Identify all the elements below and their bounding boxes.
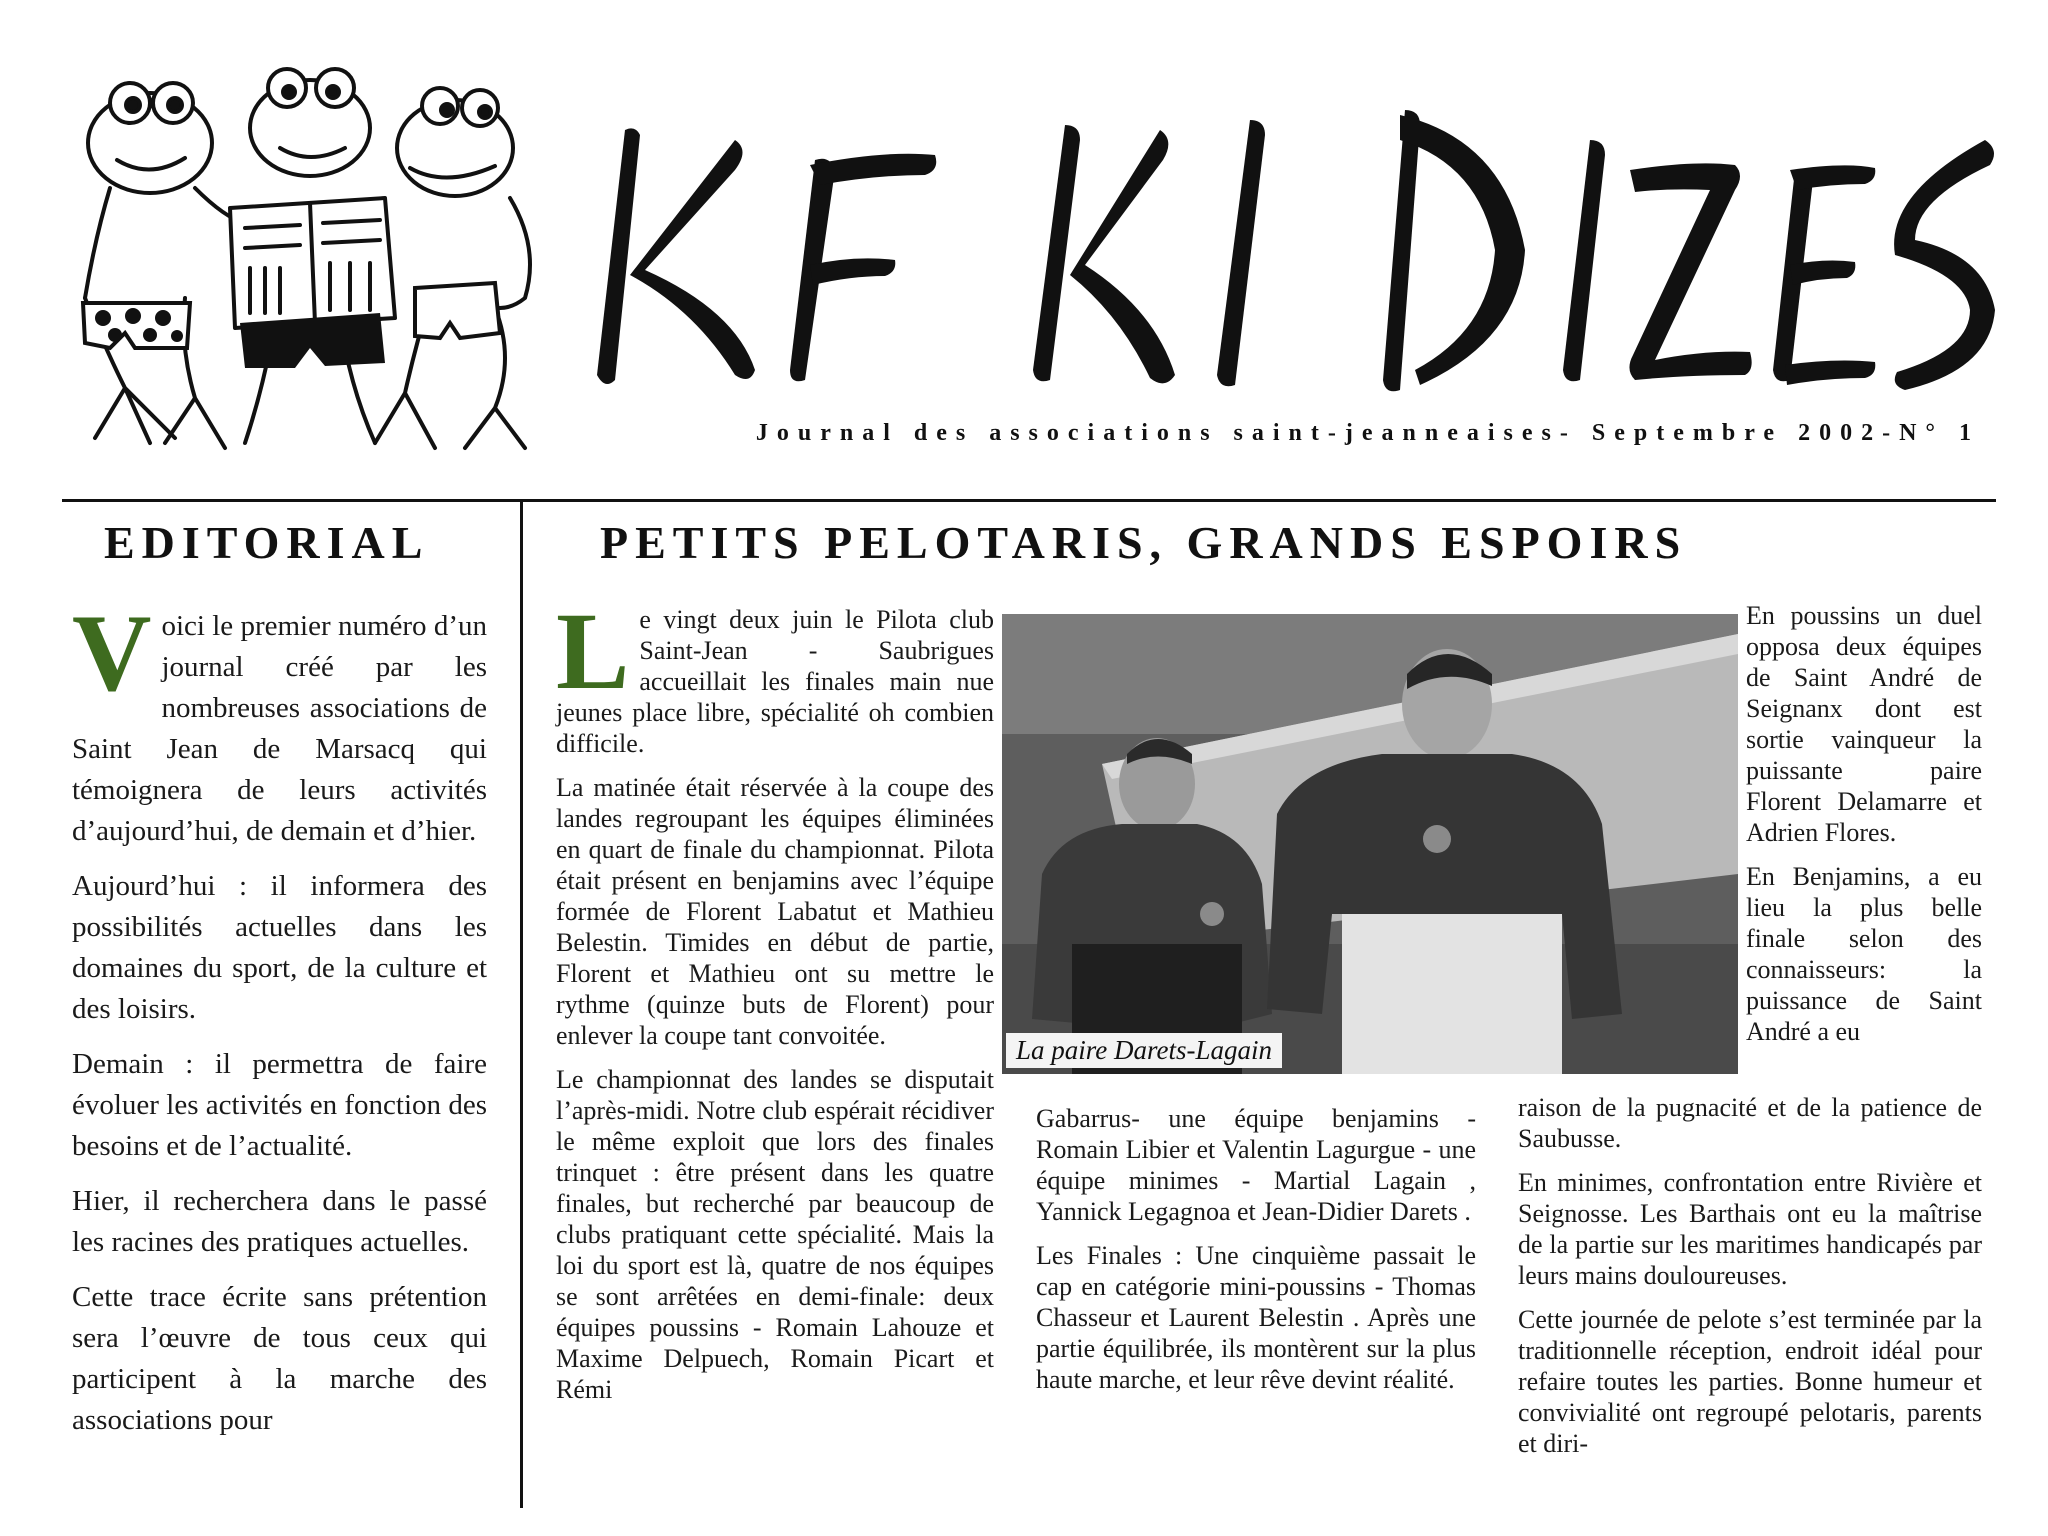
article-column-3-bottom — [1518, 1092, 1982, 1472]
article-paragraph: raison de la pugnacité et de la patience de Saubusse. — [1518, 1093, 1982, 1153]
header-divider — [62, 499, 1996, 502]
article-column-1 — [556, 590, 994, 1418]
article-paragraph: Cette journée de pelote s’est terminée par la traditionnelle réception, endroit idéal pour refaire toutes les parties. Bonne humeur et convivialité ont regroupé pelotaris, parents et diri- — [1518, 1305, 1982, 1458]
frogs-reading-newspaper-logo — [55, 48, 555, 468]
article-paragraph: Le championnat des landes se disputait l’après-midi. Notre club espérait récidiver le même exploit que lors des finales trinquet : être présent dans les quatre finales, but recherché par beaucoup de clubs pratiquant cette spécialité. Mais la loi du sport est là, quatre de nos équipes se sont arrêtées en demi-finale: deux équipes poussins - Romain Lahouze et Maxime Delpuech, Romain Picart et Rémi — [556, 1065, 994, 1404]
masthead-title-lettering — [585, 80, 2005, 400]
pelotaris-photo — [1002, 614, 1738, 1074]
masthead-subtitle: Journal des associations saint-jeanneaises- Septembre 2002-N° 1 — [755, 420, 1980, 446]
article-column-2 — [1036, 1103, 1476, 1408]
article-dropcap: L — [556, 590, 630, 712]
article-paragraph: En poussins un duel opposa deux équipes de Saint André de Seignanx dont est sortie vainqueur la puissante paire Florent Delamarre et Adrien Flores. — [1746, 601, 1982, 847]
editorial-dropcap: V — [72, 592, 152, 714]
editorial-heading: EDITORIAL — [104, 517, 430, 568]
column-divider — [520, 501, 523, 1513]
editorial-paragraph: Hier, il recherchera dans le passé les racines des pratiques actuelles. — [72, 1185, 487, 1258]
editorial-paragraph: Demain : il permettra de faire évoluer les activités en fonction des besoins et de l’actualité. — [72, 1048, 487, 1162]
editorial-column — [72, 592, 487, 1455]
article-paragraph: En Benjamins, a eu lieu la plus belle finale selon des connaisseurs: la puissance de Saint André a eu — [1746, 862, 1982, 1046]
article-column-3-top — [1746, 600, 1982, 1060]
article-paragraph: En minimes, confrontation entre Rivière et Seignosse. Les Barthais ont eu la maîtrise de la partie sur les maritimes handicapés par leurs mains douloureuses. — [1518, 1168, 1982, 1290]
article-paragraph: La matinée était réservée à la coupe des landes regroupant les équipes éliminées en quart de finale du championnat. Pilota était présent en benjamins avec l’équipe formée de Florent Labatut et Mathieu Belestin. Timides en début de partie, Florent et Mathieu ont su mettre le rythme (quinze buts de Florent) pour enlever la coupe tant convoitée. — [556, 773, 994, 1050]
editorial-paragraph: Aujourd’hui : il informera des possibilités actuelles dans les domaines du sport, de la culture et des loisirs. — [72, 870, 487, 1025]
page-bottom-margin — [0, 1508, 2048, 1536]
editorial-paragraph: Cette trace écrite sans prétention sera l’œuvre de tous ceux qui participent à la marche des associations pour — [72, 1281, 487, 1436]
article-paragraph: Les Finales : Une cinquième passait le cap en catégorie mini-poussins - Thomas Chasseur et Laurent Belestin . Après une partie équilibrée, ils montèrent sur la plus haute marche, et leur rêve devint réalité. — [1036, 1241, 1476, 1394]
editorial-paragraph: oici le premier numéro d’un journal créé par les nombreuses associations de Saint Jean de Marsacq qui témoignera de leurs activités d’aujourd’hui, de demain et d’hier. — [72, 610, 487, 847]
article-paragraph: Gabarrus- une équipe benjamins - Romain Libier et Valentin Lagurgue - une équipe minimes - Martial Lagain , Yannick Legagnoa et Jean-Didier Darets . — [1036, 1104, 1476, 1226]
photo-caption: La paire Darets-Lagain — [1006, 1033, 1282, 1068]
article-paragraph: e vingt deux juin le Pilota club Saint-Jean - Saubrigues accueillait les finales main nue jeunes place libre, spécialité oh combien difficile. — [556, 605, 994, 758]
article-heading: PETITS PELOTARIS, GRANDS ESPOIRS — [600, 517, 1688, 568]
